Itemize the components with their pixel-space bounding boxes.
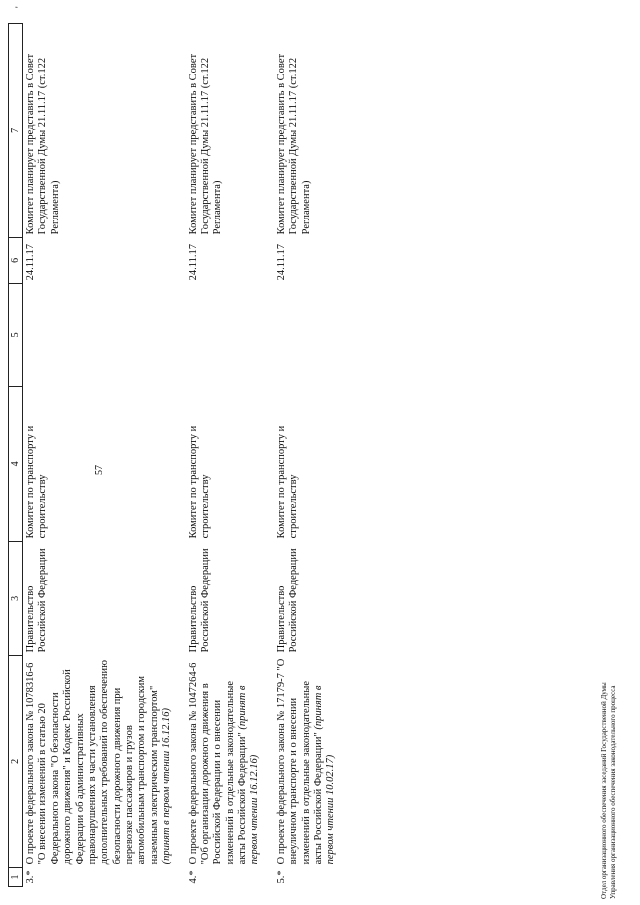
column-header: 7 (9, 23, 23, 237)
column-header: 4 (9, 386, 23, 541)
page-footer (600, 682, 618, 899)
bill-description (274, 655, 350, 867)
responsible-committee: Комитет по транспорту и строительству (187, 425, 211, 539)
table-row (186, 23, 274, 886)
bill-author: Правительство Российской Федерации (187, 548, 211, 653)
column-header: 3 (9, 541, 23, 655)
consideration-date: 24.11.17 (275, 244, 287, 281)
column-header-row (9, 23, 23, 886)
column-5-cell (23, 283, 186, 386)
table-row (274, 23, 350, 886)
bill-author: Правительство Российской Федерации (275, 548, 300, 653)
agenda-table (8, 23, 350, 887)
column-header: 5 (9, 283, 23, 386)
page-number: 57 (94, 465, 105, 475)
reading-note: (принят в первом чтении 16.12.16) (237, 685, 261, 865)
bill-title: О проекте федерального закона № 1078316-6 "О внесении изменений в статью 20 Федерального закона "О безопасности дорожного движения" и Кодекс Российской Федерации об административных правонарушениях в части установления дополнительных требований по обеспечению безопасности дорожного движения при перевозке пассажиров и грузов автомобильным транспортом и городским наземным электрическим транспортом" (25, 659, 160, 865)
bill-description (23, 655, 186, 867)
item-number: 5.* (275, 870, 287, 884)
column-header: 6 (9, 237, 23, 283)
responsible-committee: Комитет по транспорту и строительству (25, 425, 49, 539)
column-5-cell (186, 283, 274, 386)
committee-plan: Комитет планирует представить в Совет Государственной Думы 21.11.17 (ст.122 Регламента) (275, 53, 312, 235)
bill-title: О проекте федерального закона № 1047264-6 "Об организации дорожного движения в Российской Федерации и о внесении изменений в отдельные законодательные акты Российской Федерации" (187, 662, 248, 865)
column-5-cell (274, 283, 350, 386)
consideration-date: 24.11.17 (25, 244, 36, 281)
committee-plan: Комитет планирует представить в Совет Государственной Думы 21.11.17 (ст.122 Регламента) (25, 53, 61, 235)
item-number: 3.* (25, 870, 36, 884)
reading-note: (принят в первом чтении 10.02.17) (312, 685, 337, 865)
reading-note: (принят в первом чтении 16.12.16) (161, 708, 173, 865)
corner-mark: ' (14, 6, 24, 8)
column-header: 1 (9, 867, 23, 886)
responsible-committee: Комитет по транспорту и строительству (275, 425, 300, 539)
item-number: 4.* (187, 870, 199, 884)
bill-description (186, 655, 274, 867)
table-row (23, 23, 186, 886)
bill-author: Правительство Российской Федерации (25, 548, 49, 653)
footer-line: Управления организационного обеспечения законодательного процесса (608, 685, 617, 899)
column-header: 2 (9, 655, 23, 867)
footer-line: Отдел организационного обеспечения заседаний Государственной Думы (600, 682, 608, 899)
consideration-date: 24.11.17 (187, 244, 199, 281)
committee-plan: Комитет планирует представить в Совет Государственной Думы 21.11.17 (ст.122 Регламента) (187, 53, 224, 235)
bill-title: О проекте федерального закона № 17179-7 "О внеуличном транспорте и о внесении изменений в отдельные законодательные акты Российской Федерации" (275, 658, 324, 865)
